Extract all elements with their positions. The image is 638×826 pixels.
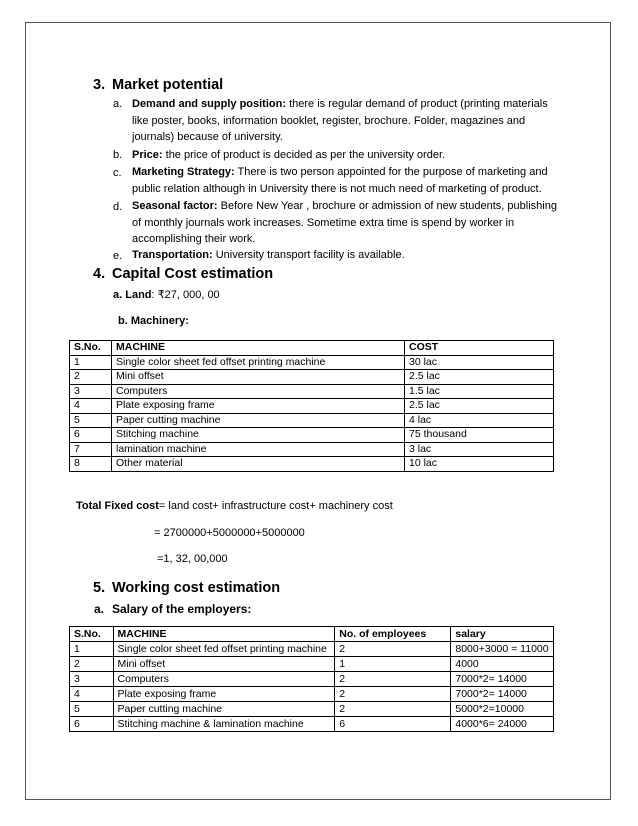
table-row [70, 702, 554, 717]
table-row [70, 413, 554, 428]
item-b-text [132, 147, 560, 164]
total-fixed-cost-sum: = 2700000+5000000+5000000 [154, 527, 305, 539]
table-row [70, 687, 554, 702]
table-row [70, 428, 554, 443]
table-cell: 1.5 lac [405, 384, 554, 399]
item-e-letter: e. [113, 250, 123, 262]
item-b-letter: b. [113, 149, 123, 161]
salary-table [69, 626, 554, 732]
table-row [70, 355, 554, 370]
table-cell: 5 [70, 413, 112, 428]
table-cell: Plate exposing frame [113, 687, 335, 702]
table-cell: 5 [70, 702, 114, 717]
table-cell: 8 [70, 457, 112, 472]
section-5-number: 5. [93, 580, 106, 596]
table-row [70, 399, 554, 414]
table-cell: 2 [335, 702, 451, 717]
header-cell: No. of employees [335, 627, 451, 642]
table-row [70, 384, 554, 399]
table-row [70, 672, 554, 687]
header-cell: COST [405, 341, 554, 356]
table-cell: Plate exposing frame [112, 399, 405, 414]
table-cell: 10 lac [405, 457, 554, 472]
table-cell: 2.5 lac [405, 370, 554, 385]
header-cell: S.No. [70, 341, 112, 356]
section-5-title: Working cost estimation [112, 580, 281, 596]
table-cell: 7 [70, 442, 112, 457]
item-d-label: Seasonal factor: [132, 200, 218, 212]
total-fixed-cost-label: Total Fixed cost [76, 500, 159, 512]
item-c-text [132, 164, 560, 197]
table-cell: Mini offset [113, 657, 335, 672]
section-4-number: 4. [93, 266, 106, 282]
item-e-body: University transport facility is available. [212, 249, 405, 261]
total-fixed-cost-line [76, 500, 393, 512]
machinery-label: b. Machinery: [118, 315, 189, 327]
item-b-label: Price: [132, 149, 163, 161]
table-cell: 7000*2= 14000 [451, 672, 554, 687]
item-e-label: Transportation: [132, 249, 213, 261]
table-cell: Stitching machine & lamination machine [113, 717, 335, 732]
header-cell: MACHINE [113, 627, 335, 642]
machinery-heading [118, 315, 189, 327]
table-cell: 1 [335, 657, 451, 672]
item-b-body: the price of product is decided as per the university order. [162, 149, 446, 161]
table-cell: 30 lac [405, 355, 554, 370]
land-line [113, 288, 220, 301]
table-cell: 1 [70, 642, 114, 657]
table-cell: 3 [70, 672, 114, 687]
salary-subheading-letter: a. [94, 602, 105, 616]
table-cell: Other material [112, 457, 405, 472]
machinery-cost-table [69, 340, 554, 472]
total-fixed-cost-formula: = land cost+ infrastructure cost+ machinery cost [158, 500, 393, 512]
table-cell: lamination machine [112, 442, 405, 457]
table-row [70, 442, 554, 457]
table-row [70, 657, 554, 672]
header-cell: S.No. [70, 627, 114, 642]
table-cell: Single color sheet fed offset printing machine [113, 642, 335, 657]
table-cell: 6 [70, 428, 112, 443]
table-row [70, 370, 554, 385]
table-cell: 2 [335, 687, 451, 702]
item-e-text [132, 247, 560, 264]
table-cell: Single color sheet fed offset printing machine [112, 355, 405, 370]
table-row [70, 457, 554, 472]
table-cell: Paper cutting machine [113, 702, 335, 717]
table-header-row [70, 341, 554, 356]
table-cell: 2 [335, 672, 451, 687]
table-cell: 75 thousand [405, 428, 554, 443]
table-cell: 4000 [451, 657, 554, 672]
table-cell: 6 [70, 717, 114, 732]
item-d-text [132, 198, 560, 248]
table-row [70, 717, 554, 732]
table-cell: Computers [113, 672, 335, 687]
table-cell: 4 [70, 399, 112, 414]
table-cell: 4 lac [405, 413, 554, 428]
section-4-title: Capital Cost estimation [112, 266, 274, 282]
table-cell: 3 [70, 384, 112, 399]
land-label: a. Land [113, 289, 152, 301]
table-row [70, 642, 554, 657]
table-cell: 1 [70, 355, 112, 370]
table-cell: Paper cutting machine [112, 413, 405, 428]
header-cell: MACHINE [112, 341, 405, 356]
item-c-label: Marketing Strategy: [132, 166, 235, 178]
item-c-body: There is two person appointed for the purpose of marketing and public relation although in University there is not much need of marketing of product. [132, 166, 548, 195]
item-a-letter: a. [113, 98, 123, 110]
table-cell: 4 [70, 687, 114, 702]
table-cell: 2 [335, 642, 451, 657]
table-cell: 8000+3000 = 11000 [451, 642, 554, 657]
table-cell: 2 [70, 370, 112, 385]
item-a-label: Demand and supply position: [132, 98, 287, 110]
section-3-number: 3. [93, 77, 106, 93]
section-3-title: Market potential [112, 77, 224, 93]
table-cell: 7000*2= 14000 [451, 687, 554, 702]
table-cell: 2.5 lac [405, 399, 554, 414]
item-c-letter: c. [113, 167, 122, 179]
header-cell: salary [451, 627, 554, 642]
total-fixed-cost-result: =1, 32, 00,000 [157, 553, 228, 565]
salary-subheading: Salary of the employers: [112, 602, 252, 616]
item-d-body: Before New Year , brochure or admission of new students, publishing of monthly journals work increases. Sometime extra time is spend by worker in accomplishing their work. [132, 200, 557, 245]
item-a-body: there is regular demand of product (printing materials like poster, books, information booklet, register, brochure. Folder, magazines and journals) because of university. [132, 98, 548, 143]
table-cell: Stitching machine [112, 428, 405, 443]
table-cell: 2 [70, 657, 114, 672]
item-a-text [132, 96, 560, 146]
item-d-letter: d. [113, 201, 123, 213]
table-cell: 5000*2=10000 [451, 702, 554, 717]
table-cell: 6 [335, 717, 451, 732]
table-cell: Mini offset [112, 370, 405, 385]
table-cell: 4000*6= 24000 [451, 717, 554, 732]
table-cell: Computers [112, 384, 405, 399]
table-header-row [70, 627, 554, 642]
table-cell: 3 lac [405, 442, 554, 457]
land-value: : ₹27, 000, 00 [151, 289, 220, 301]
